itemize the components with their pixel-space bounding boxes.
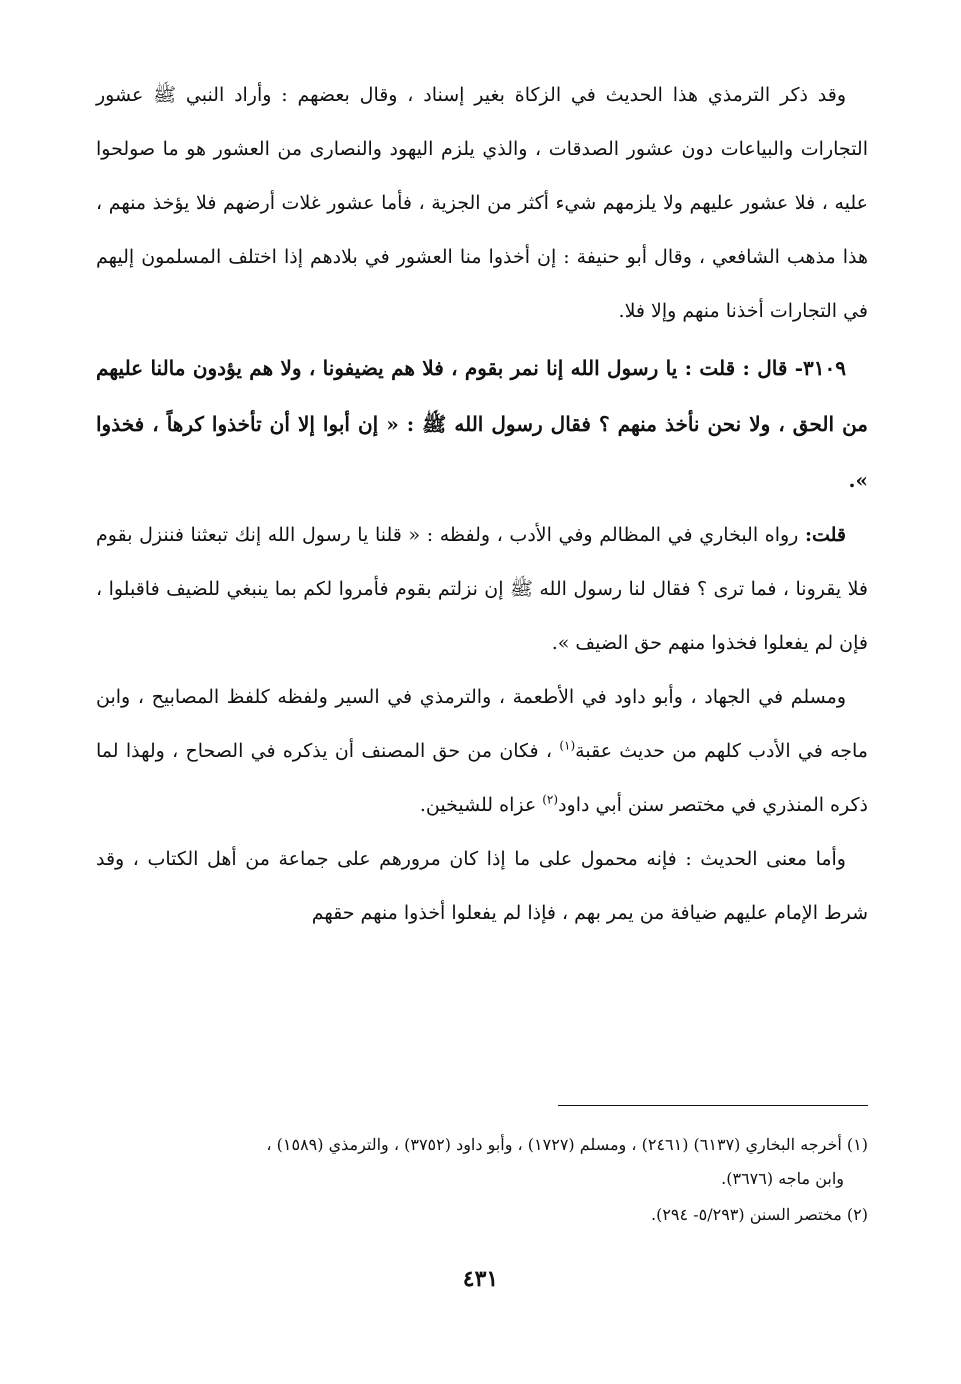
- footnote-1-line-1: (١) أخرجه البخاري (٦١٣٧) (٢٤٦١) ، ومسلم (١٧٢٧) ، وأبو داود (٣٧٥٢) ، والترمذي (١٥٨٩) ،: [266, 1135, 868, 1154]
- footnote-2: (٢) مختصر السنن (٥/٢٩٣- ٢٩٤).: [651, 1205, 868, 1224]
- footnotes: [96, 1128, 868, 1234]
- footnote-1: [96, 1128, 868, 1196]
- main-text: [96, 68, 868, 940]
- paragraph-bukhari-narration: [96, 508, 868, 670]
- paragraph-muslim-text-a: ومسلم في الجهاد ، وأبو داود في الأطعمة ، والترمذي في السير ولفظه كلفظ المصابيح ، وابن ماجه في الأدب كلهم من حديث عقبة: [96, 686, 868, 762]
- paragraph-hadith-meaning: وأما معنى الحديث : فإنه محمول على ما إذا كان مرورهم على جماعة من أهل الكتاب ، وقد شرط الإمام عليهم ضيافة من يمر بهم ، فإذا لم يفعلوا أخذوا منهم حقهم: [96, 848, 868, 924]
- footnote-divider: [558, 1105, 868, 1106]
- footnote-1-line-2: وابن ماجه (٣٦٧٦).: [721, 1169, 844, 1188]
- hadith-3109: ٣١٠٩- قال : قلت : يا رسول الله إنا نمر بقوم ، فلا هم يضيفونا ، ولا هم يؤدون مالنا عليهم من الحق ، ولا نحن نأخذ منهم ؟ فقال رسول الله ﷺ : « إن أبوا إلا أن تأخذوا كرهاً ، فخذوا ».: [96, 356, 868, 492]
- paragraph-lead-qultu: قلت:: [804, 524, 846, 546]
- page-number: ٤٣١: [462, 1266, 499, 1292]
- paragraph-muslim-narration: [96, 670, 868, 832]
- paragraph-muslim-text-b: ، فكان من حق المصنف أن يذكره في الصحاح ، ولهذا لما ذكره المنذري في مختصر سنن أبي داود: [96, 740, 868, 816]
- paragraph-muslim-text-c: عزاه للشيخين.: [419, 794, 537, 816]
- footnote-ref-2: (٢): [542, 792, 559, 807]
- footnote-ref-1: (١): [559, 738, 576, 753]
- paragraph-bukhari-text: رواه البخاري في المظالم وفي الأدب ، ولفظه : « قلنا يا رسول الله إنك تبعثنا فننزل بقوم فلا يقرونا ، فما ترى ؟ فقال لنا رسول الله ﷺ إن نزلتم بقوم فأمروا لكم بما ينبغي للضيف فاقبلوا ، فإن لم يفعلوا فخذوا منهم حق الضيف ».: [96, 524, 868, 654]
- paragraph-tirmidhi-note: وقد ذكر الترمذي هذا الحديث في الزكاة بغير إسناد ، وقال بعضهم : وأراد النبي ﷺ عشور التجارات والبياعات دون عشور الصدقات ، والذي يلزم اليهود والنصارى من العشور هو ما صولحوا عليه ، فلا عشور عليهم ولا يلزمهم شيء أكثر من الجزية ، فأما عشور غلات أرضهم فلا يؤخذ منهم ، هذا مذهب الشافعي ، وقال أبو حنيفة : إن أخذوا منا العشور في بلادهم إذا اختلف المسلمون إليهم في التجارات أخذنا منهم وإلا فلا.: [96, 84, 868, 322]
